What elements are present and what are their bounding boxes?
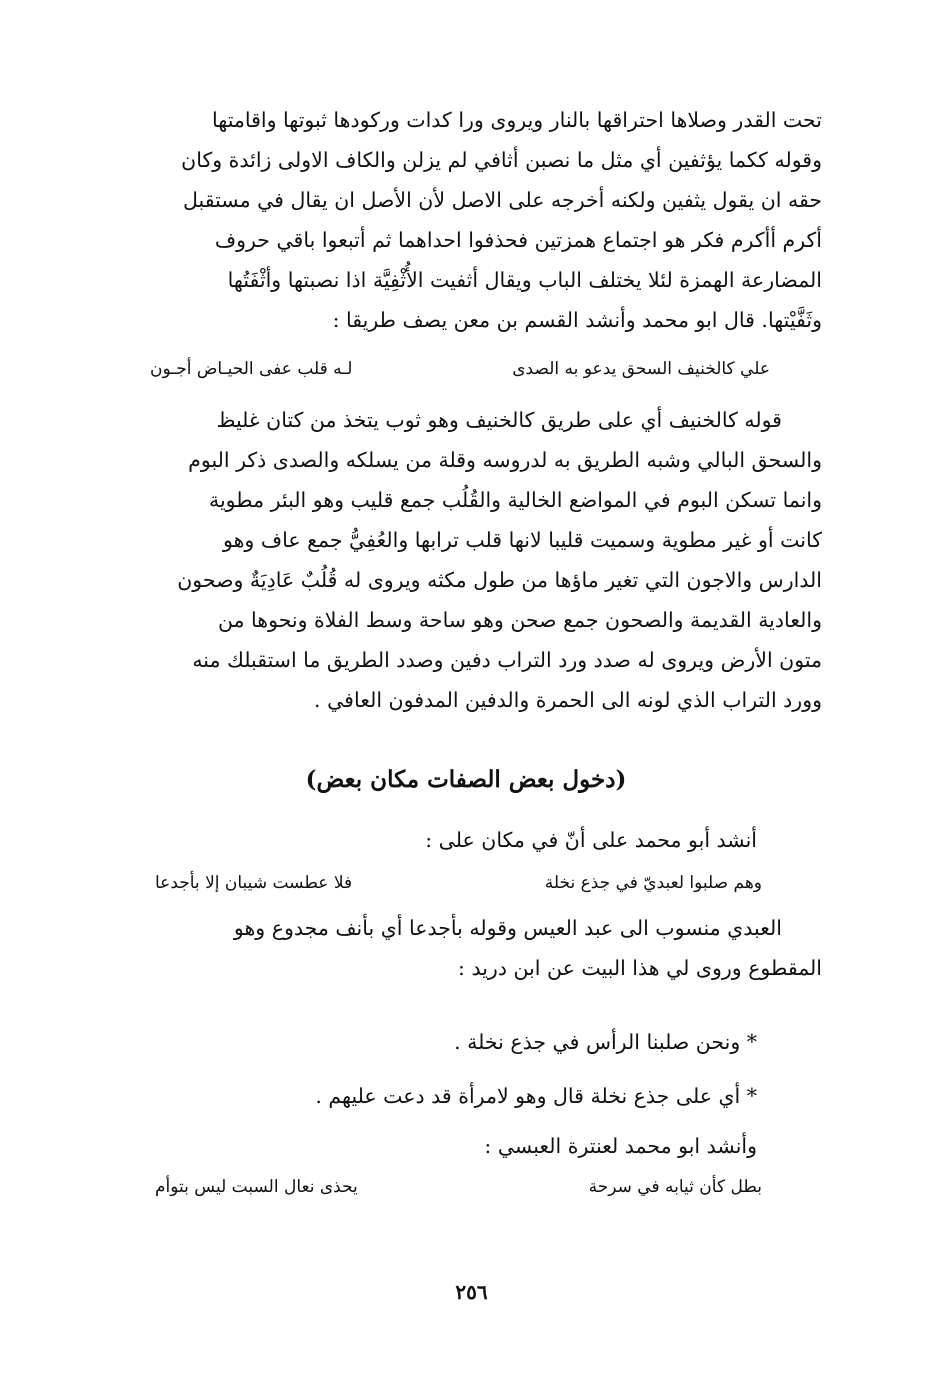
- text-line: المقطوع وروى لي هذا البيت عن ابن دريد :: [458, 956, 822, 980]
- text-line: العبدي منسوب الى عبد العيس وقوله بأجدعا أي بأنف مجدوع وهو: [233, 916, 782, 940]
- verse-1-second-hemistich: لـه قلب عفى الحيـاض أجـون: [150, 359, 353, 379]
- text-line: وورد التراب الذي لونه الى الحمرة والدفين المدفون العافي .: [314, 688, 822, 712]
- verse-3-first-hemistich: بطل كأن ثيابه في سرحة: [588, 1177, 762, 1197]
- text-line: والسحق البالي وشبه الطريق به لدروسه وقلة من يسلكه والصدى ذكر البوم: [188, 448, 822, 472]
- text-line: أكرم أأكرم فكر هو اجتماع همزتين فحذفوا احداهما ثم أتبعوا باقي حروف: [214, 228, 822, 252]
- text-line: وثَفَّيْتها. قال ابو محمد وأنشد القسم بن معن يصف طريقا :: [332, 308, 822, 332]
- bullet-line-1: * ونحن صلبنا الرأس في جذع نخلة .: [454, 1030, 757, 1054]
- verse-1-first-hemistich: علي كالخنيف السحق يدعو به الصدى: [512, 359, 770, 379]
- text-line: والعادية القديمة والصحون جمع صحن وهو ساحة وسط الفلاة ونحوها من: [217, 608, 822, 632]
- text-line: حقه ان يقول يثفين ولكنه أخرجه على الاصل لأن الأصل ان يقال في مستقبل: [183, 188, 822, 212]
- text-line: الدارس والاجون التي تغير ماؤها من طول مكثه ويروى له قُلُبٌ عَادِيَةٌ وصحون: [177, 568, 822, 592]
- page-body: [110, 100, 822, 1210]
- verse-2-first-hemistich: وهم صلبوا لعبديّ في جذع نخلة: [544, 873, 762, 893]
- intro-line-3: وأنشد ابو محمد لعنترة العبسي :: [484, 1134, 757, 1158]
- section-heading: (دخول بعض الصفات مكان بعض): [305, 766, 627, 793]
- verse-2: [110, 868, 822, 898]
- intro-line-2: أنشد أبو محمد على أنّ في مكان على :: [425, 828, 757, 852]
- text-line: متون الأرض ويروى له صدد ورد التراب دفين وصدد الطريق ما استقبلك منه: [192, 648, 822, 672]
- text-line: تحت القدر وصلاها احتراقها بالنار ويروى ورا كدات وركودها ثبوتها واقامتها: [212, 108, 822, 132]
- text-line: المضارعة الهمزة لئلا يختلف الباب ويقال أثفيت الأُثْفِيَّة اذا نصبتها وأثْفَتُها: [227, 268, 822, 292]
- text-line: كانت أو غير مطوية وسميت قليبا لانها قلب ترابها والعُفِيُّ جمع عاف وهو: [223, 528, 822, 552]
- verse-1: [110, 354, 822, 384]
- text-line: وقوله ككما يؤثفين أي مثل ما نصبن أثافي لم يزلن والكاف الاولى زائدة وكان: [181, 148, 822, 172]
- paragraph-3: [110, 908, 822, 988]
- intro-paragraph: [110, 100, 822, 340]
- page-number: ٢٥٦: [455, 1280, 488, 1304]
- verse-2-second-hemistich: فلا عطست شيبان إلا بأجدعا: [155, 873, 353, 893]
- bullet-line-2: * أي على جذع نخلة قال وهو لامرأة قد دعت عليهم .: [315, 1084, 757, 1108]
- text-line: قوله كالخنيف أي على طريق كالخنيف وهو ثوب يتخذ من كتان غليظ: [216, 408, 782, 432]
- verse-3-second-hemistich: يحذى نعال السبت ليس بتوأم: [155, 1177, 358, 1197]
- text-line: وانما تسكن البوم في المواضع الخالية والقُلُب جمع قليب وهو البئر مطوية: [208, 488, 822, 512]
- commentary-paragraph: [110, 400, 822, 720]
- verse-3: [110, 1172, 822, 1202]
